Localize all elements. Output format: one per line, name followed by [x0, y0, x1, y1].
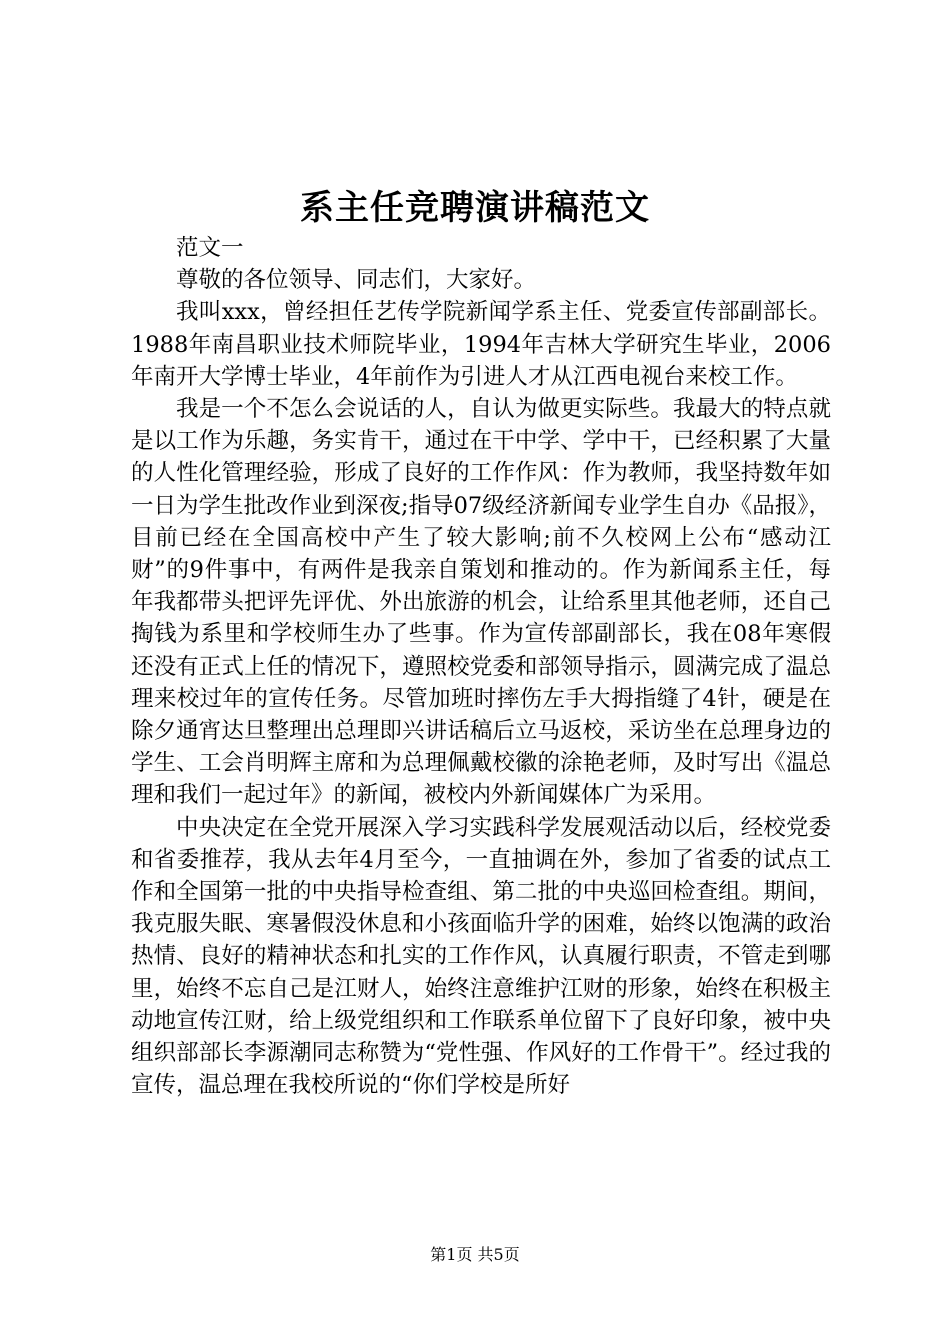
paragraph-greeting: 尊敬的各位领导、同志们，大家好。	[176, 267, 537, 294]
page-footer: 第1页 共5页	[430, 1245, 520, 1264]
paragraph-experience: 我是一个不怎么会说话的人，自认为做更实际些。我最大的特点就是以工作为乐趣，务实肯干，通过在干中学、学中干，已经积累了大量的人性化管理经验，形成了良好的工作作风：作为教师，我坚持数年如一日为学生批改作业到深夜;指导07级经济新闻专业学生自办《品报》，目前已经在全国高校中产生了较大影响;前不久校网上公布“感动江财”的9件事中，有两件是我亲自策划和推动的。作为新闻系主任，每年我都带头把评先评优、外出旅游的机会，让给系里其他老师，还自己掏钱为系里和学校师生办了些事。作为宣传部副部长，我在08年寒假还没有正式上任的情况下，遵照校党委和部领导指示，圆满完成了温总理来校过年的宣传任务。尽管加班时摔伤左手大拇指缝了4针，硬是在除夕通宵达旦整理出总理即兴讲话稿后立马返校，采访坐在总理身边的学生、工会肖明辉主席和为总理佩戴校徽的涂艳老师，及时写出《温总理和我们一起过年》的新闻，被校内外新闻媒体广为采用。	[131, 396, 831, 809]
document-title: 系主任竞聘演讲稿范文	[300, 188, 650, 228]
paragraph-intro: 我叫xxx，曾经担任艺传学院新闻学系主任、党委宣传部副部长。1988年南昌职业技术师院毕业，1994年吉林大学研究生毕业，2006年南开大学博士毕业，4年前作为引进人才从江西电视台来校工作。	[131, 299, 831, 390]
paragraph-activities: 中央决定在全党开展深入学习实践科学发展观活动以后，经校党委和省委推荐，我从去年4月至今，一直抽调在外，参加了省委的试点工作和全国第一批的中央指导检查组、第二批的中央巡回检查组。期间，我克服失眠、寒暑假没休息和小孩面临升学的困难，始终以饱满的政治热情、良好的精神状态和扎实的工作作风，认真履行职责，不管走到哪里，始终不忘自己是江财人，始终注意维护江财的形象，始终在积极主动地宣传江财，给上级党组织和工作联系单位留下了良好印象，被中央组织部部长李源潮同志称赞为“党性强、作风好的工作骨干”。经过我的宣传，温总理在我校所说的“你们学校是所好	[131, 814, 831, 1099]
paragraph-label: 范文一	[176, 235, 244, 261]
document-body	[131, 232, 831, 1101]
